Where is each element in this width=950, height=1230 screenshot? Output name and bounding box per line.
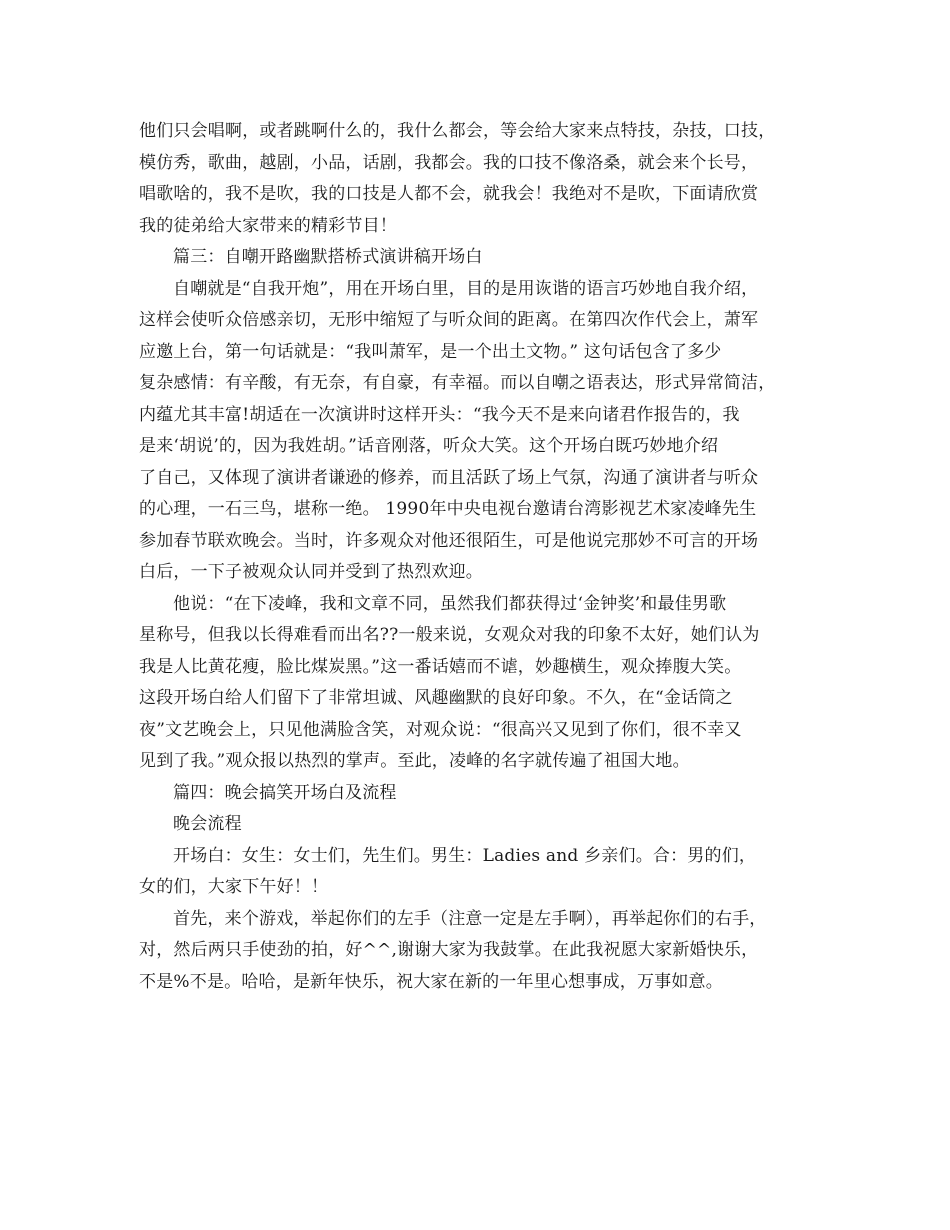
text-line: 这段开场白给人们留下了非常坦诚、风趣幽默的良好印象。不久，在“金话筒之 [139, 688, 733, 708]
text-line: 唱歌啥的，我不是吹，我的口技是人都不会，就我会！我绝对不是吹，下面请欣赏 [139, 184, 759, 204]
text-line: 复杂感情：有辛酸，有无奈，有自豪，有幸福。而以自嘲之语表达，形式异常简洁， [139, 373, 776, 393]
text-line: 夜”文艺晚会上，只见他满脸含笑，对观众说：“很高兴又见到了你们，很不幸又 [139, 719, 742, 740]
text-line: 他说：“在下凌峰，我和文章不同，虽然我们都获得过‘金钟奖’和最佳男歌 [173, 593, 727, 614]
text-line: 参加春节联欢晚会。当时，许多观众对他还很陌生，可是他说完那妙不可言的开场 [139, 530, 759, 551]
text-line: 不是%不是。哈哈，是新年快乐，祝大家在新的一年里心想事成，万事如意。 [139, 971, 723, 992]
text-line: 模仿秀，歌曲，越剧，小品，话剧，我都会。我的口技不像洛桑，就会来个长号， [139, 152, 759, 173]
text-line: 的心理，一石三鸟，堪称一绝。 1990年中央电视台邀请台湾影视艺术家凌峰先生 [139, 499, 757, 519]
subsection-heading: 晚会流程 [173, 814, 242, 834]
text-line: 我的徒弟给大家带来的精彩节目！ [139, 215, 397, 236]
section-heading: 篇四：晚会搞笑开场白及流程 [173, 782, 397, 803]
text-line: 开场白：女生：女士们，先生们。男生：Ladies and 乡亲们。合：男的们， [173, 845, 757, 866]
text-line: 了自己，又体现了演讲者谦逊的修养，而且活跃了场上气氛，沟通了演讲者与听众 [139, 467, 759, 488]
text-line: 应邀上台，第一句话就是：“我叫萧军，是一个出土文物。” 这句话包含了多少 [139, 341, 722, 362]
text-line: 他们只会唱啊，或者跳啊什么的，我什么都会，等会给大家来点特技，杂技，口技， [139, 121, 776, 141]
text-line: 我是人比黄花瘦，脸比煤炭黑。”这一番话嬉而不谑，妙趣横生，观众捧腹大笑。 [139, 656, 742, 677]
text-line: 这样会使听众倍感亲切，无形中缩短了与听众间的距离。在第四次作代会上，萧军 [139, 310, 759, 330]
text-line: 首先，来个游戏，举起你们的左手（注意一定是左手啊），再举起你们的右手， [173, 908, 767, 929]
text-line: 内蕴尤其丰富!胡适在一次演讲时这样开头：“我今天不是来向诸君作报告的，我 [139, 404, 740, 425]
text-line: 星称号，但我以长得难看而出名??一般来说，女观众对我的印象不太好，她们认为 [139, 625, 760, 645]
text-line: 是来‘胡说’的，因为我姓胡。”话音刚落，听众大笑。这个开场白既巧妙地介绍 [139, 436, 719, 456]
text-line: 女的们，大家下午好！！ [139, 877, 329, 897]
text-line: 自嘲就是“自我开炮”，用在开场白里，目的是用诙谐的语言巧妙地自我介绍， [173, 278, 759, 299]
section-heading: 篇三：自嘲开路幽默搭桥式演讲稿开场白 [173, 247, 483, 267]
text-line: 白后，一下子被观众认同并受到了热烈欢迎。 [139, 562, 483, 582]
text-line: 对，然后两只手使劲的拍，好^^,谢谢大家为我鼓掌。在此我祝愿大家新婚快乐， [139, 940, 759, 960]
document-body [139, 116, 829, 998]
text-line: 见到了我。”观众报以热烈的掌声。至此，凌峰的名字就传遍了祖国大地。 [139, 751, 690, 771]
